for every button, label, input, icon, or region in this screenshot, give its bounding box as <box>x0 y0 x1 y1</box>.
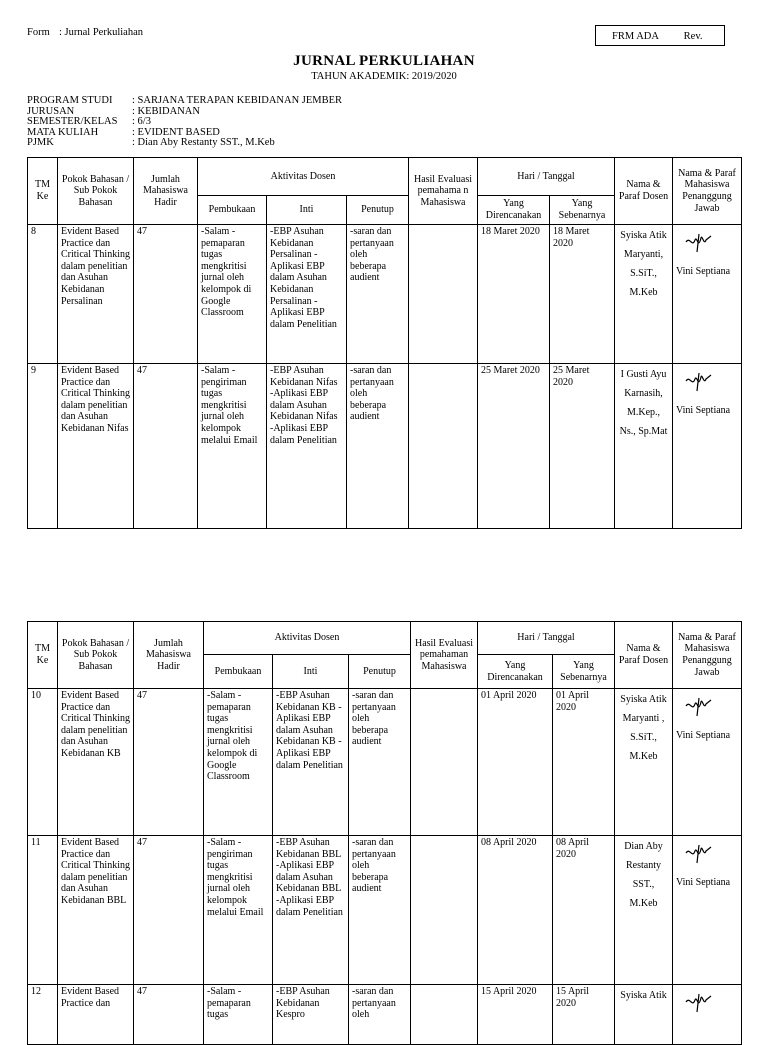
cell-nama-dosen: I Gusti Ayu Karnasih, M.Kep., Ns., Sp.Mat <box>615 364 673 529</box>
cell-inti: -EBP Asuhan Kebidanan Kespro <box>273 985 349 1045</box>
cell-tm: 9 <box>28 364 58 529</box>
signature-icon <box>684 843 714 865</box>
header-tm: TM Ke <box>28 158 58 225</box>
cell-nama-mahasiswa <box>673 985 742 1045</box>
header-pokok-bahasan: Pokok Bahasan / Sub Pokok Bahasan <box>58 622 134 689</box>
cell-nama-dosen: Syiska Atik Maryanti , S.SiT., M.Keb <box>615 689 673 836</box>
journal-table-2 <box>27 621 742 1045</box>
cell-hasil <box>411 985 478 1045</box>
cell-pembukaan: -Salam -pemaparan tugas <box>204 985 273 1045</box>
form-code-box <box>595 25 725 46</box>
header-nama-dosen: Nama & Paraf Dosen <box>615 158 673 225</box>
cell-nama-dosen: Syiska Atik <box>615 985 673 1045</box>
table-row <box>28 985 742 1045</box>
cell-hasil <box>409 225 478 364</box>
cell-direncanakan: 18 Maret 2020 <box>478 225 550 364</box>
cell-penutup: -saran dan pertanyaan oleh beberapa audient <box>347 364 409 529</box>
form-value: : Jurnal Perkuliahan <box>59 27 143 38</box>
cell-penutup: -saran dan pertanyaan oleh beberapa audient <box>349 836 411 985</box>
header-aktivitas-dosen: Aktivitas Dosen <box>198 158 409 196</box>
info-row-program: PROGRAM STUDI : SARJANA TERAPAN KEBIDANAN JEMBER <box>27 95 343 106</box>
header-nama-dosen: Nama & Paraf Dosen <box>615 622 673 689</box>
cell-inti: -EBP Asuhan Kebidanan Nifas -Aplikasi EBP dalam Asuhan Kebidanan Nifas -Aplikasi EBP dalam Penelitian <box>267 364 347 529</box>
signature-icon <box>684 371 714 393</box>
cell-sebenarnya: 25 Maret 2020 <box>550 364 615 529</box>
cell-nama-mahasiswa <box>673 225 742 364</box>
header-penutup: Penutup <box>349 655 411 689</box>
cell-pembukaan: -Salam -pengiriman tugas mengkritisi jurnal oleh kelompok melalui Email <box>204 836 273 985</box>
header-nama-mahasiswa: Nama & Paraf Mahasiswa Penanggung Jawab <box>673 158 742 225</box>
header-penutup: Penutup <box>347 196 409 225</box>
header-hasil-evaluasi: Hasil Evaluasi pemahaman Mahasiswa <box>411 622 478 689</box>
cell-pokok: Evident Based Practice dan Critical Thinking dalam penelitian dan Asuhan Kebidanan Persalinan <box>58 225 134 364</box>
cell-inti: -EBP Asuhan Kebidanan Persalinan -Aplikasi EBP dalam Asuhan Kebidanan Persalinan -Aplikasi EBP dalam Penelitian <box>267 225 347 364</box>
revision-label: Rev. <box>683 31 703 42</box>
form-label: Form <box>27 27 50 38</box>
cell-jumlah: 47 <box>134 364 198 529</box>
cell-pokok: Evident Based Practice dan <box>58 985 134 1045</box>
cell-penutup: -saran dan pertanyaan oleh beberapa audient <box>347 225 409 364</box>
cell-sebenarnya: 08 April 2020 <box>553 836 615 985</box>
header-pembukaan: Pembukaan <box>198 196 267 225</box>
cell-jumlah: 47 <box>134 985 204 1045</box>
cell-inti: -EBP Asuhan Kebidanan BBL -Aplikasi EBP dalam Asuhan Kebidanan BBL -Aplikasi EBP dalam Penelitian <box>273 836 349 985</box>
cell-sebenarnya: 01 April 2020 <box>553 689 615 836</box>
table-row <box>28 836 742 985</box>
header-tm: TM Ke <box>28 622 58 689</box>
cell-tm: 12 <box>28 985 58 1045</box>
form-code: FRM ADA <box>612 31 659 42</box>
header-aktivitas-dosen: Aktivitas Dosen <box>204 622 411 655</box>
cell-pembukaan: -Salam -pengiriman tugas mengkritisi jurnal oleh kelompok melalui Email <box>198 364 267 529</box>
student-name: Vini Septiana <box>676 405 731 416</box>
signature-icon <box>684 696 714 718</box>
cell-nama-mahasiswa <box>673 364 742 529</box>
cell-pokok: Evident Based Practice dan Critical Thinking dalam penelitian dan Asuhan Kebidanan BBL <box>58 836 134 985</box>
signature-icon <box>684 992 714 1014</box>
header-jumlah-mahasiswa: Jumlah Mahasiswa Hadir <box>134 158 198 225</box>
cell-nama-mahasiswa <box>673 689 742 836</box>
page-title: JURNAL PERKULIAHAN <box>293 53 475 69</box>
student-name: Vini Septiana <box>676 877 731 888</box>
student-name: Vini Septiana <box>676 730 731 741</box>
cell-hasil <box>411 836 478 985</box>
cell-hasil <box>409 364 478 529</box>
header-direncanakan: Yang Direncanakan <box>478 655 553 689</box>
cell-penutup: -saran dan pertanyaan oleh beberapa audient <box>349 689 411 836</box>
cell-tm: 10 <box>28 689 58 836</box>
cell-pembukaan: -Salam -pemaparan tugas mengkritisi jurnal oleh kelompok di Google Classroom <box>204 689 273 836</box>
cell-inti: -EBP Asuhan Kebidanan KB -Aplikasi EBP dalam Asuhan Kebidanan KB -Aplikasi EBP dalam Penelitian <box>273 689 349 836</box>
cell-nama-dosen: Syiska Atik Maryanti, S.SiT., M.Keb <box>615 225 673 364</box>
form-label-line <box>27 27 143 38</box>
header-inti: Inti <box>273 655 349 689</box>
header-hari-tanggal: Hari / Tanggal <box>478 158 615 196</box>
course-info <box>27 96 342 149</box>
info-row-semester: SEMESTER/KELAS : 6/3 <box>27 116 151 128</box>
signature-icon <box>684 232 714 254</box>
cell-tm: 8 <box>28 225 58 364</box>
cell-sebenarnya: 15 April 2020 <box>553 985 615 1045</box>
info-row-jurusan: JURUSAN : KEBIDANAN <box>27 105 200 117</box>
journal-table-1 <box>27 157 742 529</box>
cell-sebenarnya: 18 Maret 2020 <box>550 225 615 364</box>
cell-nama-dosen: Dian Aby Restanty SST., M.Keb <box>615 836 673 985</box>
cell-jumlah: 47 <box>134 689 204 836</box>
header-inti: Inti <box>267 196 347 225</box>
cell-jumlah: 47 <box>134 225 198 364</box>
header-nama-mahasiswa: Nama & Paraf Mahasiswa Penanggung Jawab <box>673 622 742 689</box>
header-direncanakan: Yang Direncanakan <box>478 196 550 225</box>
header-jumlah-mahasiswa: Jumlah Mahasiswa Hadir <box>134 622 204 689</box>
table-row <box>28 689 742 836</box>
cell-jumlah: 47 <box>134 836 204 985</box>
cell-penutup: -saran dan pertanyaan oleh <box>349 985 411 1045</box>
academic-year: TAHUN AKADEMIK: 2019/2020 <box>311 71 457 82</box>
cell-pokok: Evident Based Practice dan Critical Thinking dalam penelitian dan Asuhan Kebidanan KB <box>58 689 134 836</box>
header-pokok-bahasan: Pokok Bahasan / Sub Pokok Bahasan <box>58 158 134 225</box>
header-sebenarnya: Yang Sebenarnya <box>550 196 615 225</box>
cell-nama-mahasiswa <box>673 836 742 985</box>
cell-pembukaan: -Salam -pemaparan tugas mengkritisi jurnal oleh kelompok di Google Classroom <box>198 225 267 364</box>
cell-tm: 11 <box>28 836 58 985</box>
header-sebenarnya: Yang Sebenarnya <box>553 655 615 689</box>
cell-pokok: Evident Based Practice dan Critical Thinking dalam penelitian dan Asuhan Kebidanan Nifas <box>58 364 134 529</box>
header-hasil-evaluasi: Hasil Evaluasi pemahama n Mahasiswa <box>409 158 478 225</box>
info-row-course: MATA KULIAH : EVIDENT BASED <box>27 126 220 138</box>
cell-direncanakan: 25 Maret 2020 <box>478 364 550 529</box>
student-name: Vini Septiana <box>676 266 731 277</box>
info-row-pjmk: PJMK : Dian Aby Restanty SST., M.Keb <box>27 137 275 149</box>
cell-direncanakan: 08 April 2020 <box>478 836 553 985</box>
cell-direncanakan: 15 April 2020 <box>478 985 553 1045</box>
cell-direncanakan: 01 April 2020 <box>478 689 553 836</box>
header-hari-tanggal: Hari / Tanggal <box>478 622 615 655</box>
table-row <box>28 225 742 364</box>
cell-hasil <box>411 689 478 836</box>
table-row <box>28 364 742 529</box>
header-pembukaan: Pembukaan <box>204 655 273 689</box>
